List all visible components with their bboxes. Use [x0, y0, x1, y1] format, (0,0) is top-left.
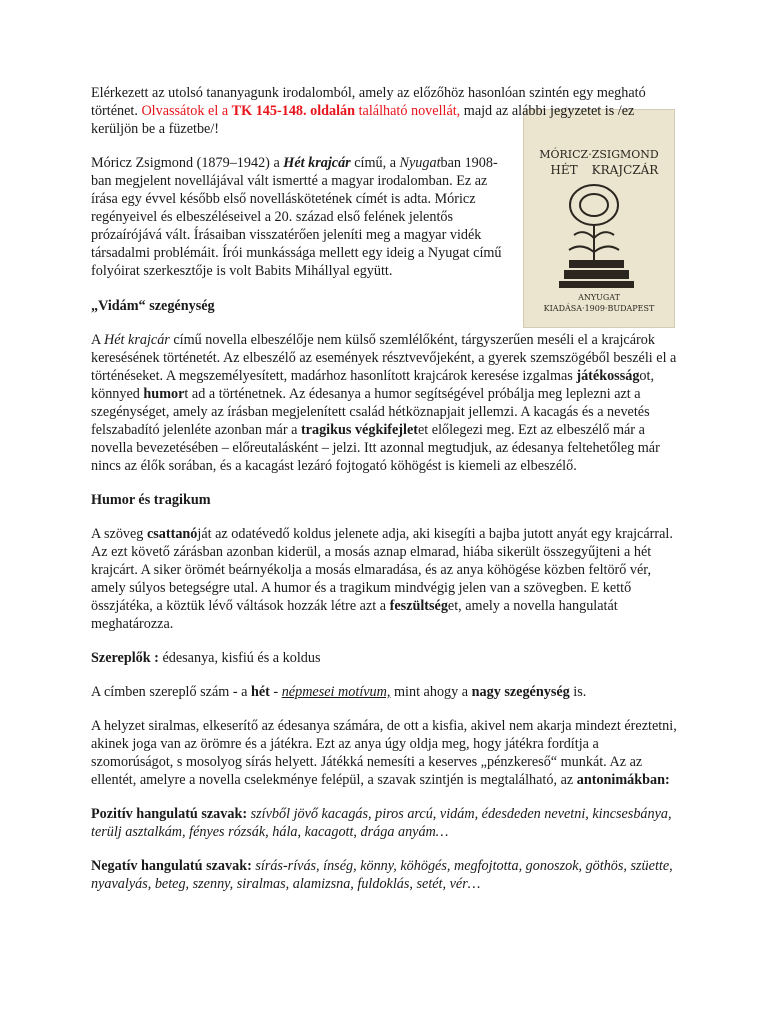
- cover-author: MÓRICZ·ZSIGMOND: [539, 148, 659, 161]
- s1-text-5: et előlegezi meg. Ezt az elbeszélő már a novella bevezetésében – előreutalásként – jelzi. Itt azonnal megtudjuk, az édesanya feltehetőleg már nincs az élők sorában, és a kacagást lezáró fojtogató köhögést is kiemeli az elbeszélő.: [91, 422, 660, 474]
- s1-text-1: A: [91, 332, 105, 348]
- s4-text-4: is.: [569, 684, 587, 700]
- s1-work-title: Hét krajcár: [104, 332, 170, 348]
- section-title-humor: Humor és tragikum: [91, 492, 211, 508]
- positive-words-label: Pozitív hangulatú szavak:: [91, 806, 248, 822]
- s4-underlined: népmesei motívum,: [281, 684, 391, 700]
- s1-text-4: t ad a történetnek. Az édesanya a humor segítségével próbálja meg leplezni azt a szegénységet, amely az írásban megjelenített család hétköznapjait jellemzi. A kacagás és a nevetés felszabadító jelenléte azonban már a: [91, 386, 650, 438]
- positive-words-line: [91, 805, 681, 841]
- s1-text-2: című novella elbeszélője nem külső szemlélőként, tárgyszerűen meséli el a krajcárok keresésének történetét. Az elbeszélő az események résztvevőjeként, a gyerek szemszögéből beszéli el a történéseket. A megszemélyesített, madárhoz hasonlított krajcárok keresése izgalmas: [91, 332, 677, 384]
- cover-title-left: HÉT: [550, 163, 578, 177]
- s1-bold-3: tragikus végkifejlet: [300, 422, 418, 438]
- s4-bold-1: hét: [250, 684, 270, 700]
- s5-text-1: A helyzet siralmas, elkeserítő az édesanya számára, de ott a kisfia, akivel nem akarja mindezt éreztetni, akinek joga van az örömre és a játékra. Ezt az anya úgy oldja meg, hogy játékra fordítja a szomorúságot, s mosolyog sírás helyett. Játékká nemesíti a keserves „pénzkereső“ munkát. Az az ellentét, amelyre a novella cselekménye felépül, a szavak szintjén is megtalálható, az: [91, 718, 677, 788]
- positive-words-list: szívből jövő kacagás, piros arcú, vidám, édesdeden nevetni, kincsesbánya, terülj asztalkám, fényes rózsák, hála, kacagott, drága anyám…: [91, 806, 672, 840]
- intro-text-2: majd az alábbi jegyzetet is /ez kerüljön be a füzetbe/!: [91, 103, 635, 137]
- characters-line: [91, 649, 681, 667]
- s4-bold-2: nagy szegénység: [471, 684, 570, 700]
- s2-bold-1: csattanó: [146, 526, 198, 542]
- bio-text-2: című, a: [350, 155, 400, 171]
- bio-text-3: ban 1908-ban megjelent novellájával vált ismertté a magyar irodalomban. Ez az írása egy évvel később első novelláskötetének címét is adta. Móricz regényeivel és elbeszéléseivel a 20. század első felének jelentős prózaírójává vált. Írásaiban visszatérően jeleníti meg a magyar vidék társadalmi problémáit. Írói munkássága mellett egy ideig a Nyugat című folyóirat szerkesztője is volt Babits Mihállyal együtt.: [91, 155, 502, 279]
- intro-red-1: Olvassátok el a: [141, 103, 232, 119]
- negative-words-line: [91, 857, 681, 893]
- section-title-vidam: „Vidám“ szegénység: [91, 298, 215, 314]
- s2-bold-2: feszültség: [389, 598, 448, 614]
- s2-text-3: et, amely a novella hangulatát meghatározza.: [91, 598, 618, 632]
- section-vidam-paragraph: [91, 331, 681, 475]
- bio-text-1: Móricz Zsigmond (1879–1942) a: [91, 155, 284, 171]
- negative-words-label: Negatív hangulatú szavak:: [91, 858, 252, 874]
- intro-text: Elérkezett az utolsó tananyagunk irodalomból, amely az előzőhöz hasonlóan szintén egy megható történet.: [91, 85, 646, 119]
- negative-words-list: sírás-rívás, ínség, könny, köhögés, megfojtotta, gonoszok, göthös, szüette, nyavalyás, beteg, szenny, siralmas, alamizsna, fuldoklás, setét, vér…: [91, 858, 673, 892]
- intro-red-bold: TK 145-148. oldalán: [231, 103, 356, 119]
- bio-paragraph: [91, 154, 511, 280]
- s4-text-3: mint ahogy a: [390, 684, 472, 700]
- s2-text-2: ját az odatévedő koldus jelenete adja, aki kisegíti a bajba jutott anyát egy krajcárral. Az ezt követő zárásban azonban kiderül, a mosás aznap elmarad, hiába sikerült összegyűjteni a hét krajcárt. A siker örömét beárnyékolja a mosás elmaradása, és az anya köhögése közben feltörő vér, amely súlyos betegségre utal. A humor és a tragikum mindvégig jelen van a szövegben. E kettő összjátéka, a köztük lévő váltások hozzák létre azt a: [91, 526, 673, 614]
- s5-bold-1: antonimákban:: [576, 772, 670, 788]
- number-motif-line: [91, 683, 681, 701]
- bio-work-title: Hét krajcár: [283, 155, 351, 171]
- s1-text-3: ot, könnyed: [91, 368, 655, 402]
- s4-text-1: A címben szereplő szám - a: [91, 684, 251, 700]
- situation-paragraph: [91, 717, 681, 789]
- cover-imprint: KIADÁSA·1909·BUDAPEST: [543, 304, 655, 313]
- characters-label: Szereplők :: [91, 650, 159, 666]
- bio-magazine: Nyugat: [399, 155, 441, 171]
- section-humor-paragraph: [91, 525, 681, 633]
- characters-text: édesanya, kisfiú és a koldus: [158, 650, 321, 666]
- intro-red-2: található novellát,: [355, 103, 461, 119]
- cover-title-right: KRAJCZÁR: [591, 163, 659, 177]
- s4-text-2: -: [269, 684, 282, 700]
- intro-paragraph: [91, 84, 681, 138]
- document-body: [91, 84, 681, 909]
- s1-bold-2: humor: [143, 386, 185, 402]
- intro-red-text: [141, 103, 460, 119]
- s1-bold-1: játékosság: [576, 368, 640, 384]
- cover-publisher: ANYUGAT: [578, 293, 620, 302]
- s2-text-1: A szöveg: [91, 526, 147, 542]
